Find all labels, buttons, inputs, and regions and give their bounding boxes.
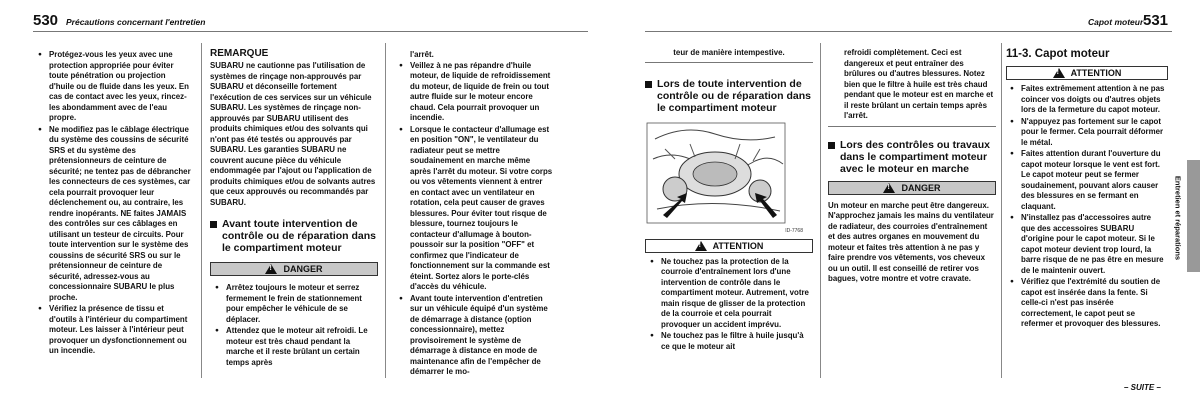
col2-continuation: refroidi complètement. Ceci est dangereux et peut entraîner des brûlures ou d'autres blessures. Notez bien que le filtre à huile est très chaud pendant que le moteur est en marche et il reste brûlant un certain temps après l'arrêt. [844, 48, 994, 120]
section-heading-lors: Lors de toute intervention de contrôle ou de réparation dans le compartiment moteur [645, 78, 813, 114]
left-col1-bullets [37, 50, 192, 357]
left-col3-bullets [398, 61, 553, 378]
column-divider [385, 43, 386, 378]
right-col3 [1006, 48, 1168, 331]
section-heading-avant: Avant toute intervention de contrôle ou de réparation dans le compartiment moteur [210, 218, 378, 254]
list-item: ● Ne touchez pas la protection de la courroie d'entraînement lors d'une intervention de contrôle dans le compartiment moteur. Autrement, votre main risque de glisser de la protection de la courroie et cela pourrait provoquer un accident imprévu. [649, 257, 809, 331]
col3-continuation: l'arrêt. [410, 50, 434, 59]
danger-content [210, 283, 378, 368]
left-col2 [210, 48, 378, 369]
list-item: ● Veillez à ne pas répandre d'huile moteur, de liquide de refroidissement du moteur, de liquide de frein ou tout autre fluide sur le moteur encore chaud. Cela pourrait provoquer un incendie. [398, 61, 553, 124]
section-title: 11-3. Capot moteur [1006, 48, 1110, 60]
list-item: ● Avant toute intervention d'entretien sur un véhicule équipé d'un système de démarrage à distance (option concessionnaire), mettez provisoirement le système de démarrage à distance en mode de maintenance afin de l'empêcher de démarrer le mo- [398, 294, 553, 378]
danger-content: Un moteur en marche peut être dangereux. N'approchez jamais les mains du ventilateur de radiateur, des courroies d'entraînement et des autres organes en mouvement du moteur et faites très attention à ne pas y faire prendre vos vêtements, vos cheveux ou un outil. Il est conseillé de retirer vos bagues, votre montre et votre cravate. [828, 200, 994, 283]
right-header-title: Capot moteur [1088, 17, 1144, 27]
list-item: ● Lorsque le contacteur d'allumage est en position "ON", le ventilateur du radiateur peut se mettre soudainement en marche même après l'arrêt du moteur. Si votre corps ou vos vêtements viennent à entrer en contact avec un ventilateur en rotation, cela peut causer de graves blessures. Pour éviter tout risque de blessure, tournez toujours le contacteur d'allumage à bouton-poussoir sur la position "OFF" et confirmez que l'indicateur de fonctionnement sur la commande est éteint. Sortez alors le porte-clés d'accès du véhicule. [398, 125, 553, 293]
danger-banner: ! DANGER [210, 262, 378, 276]
remarque-text: SUBARU ne cautionne pas l'utilisation de systèmes de rinçage non-approuvés par SUBARU et déconseille fortement l'exécution de ces services sur un véhicule SUBARU. Les systèmes de rinçage non-approuvés par SUBARU utilisent des produits chimiques et/ou des solvants qui n'ont pas été testés ou approuvés par SUBARU. Les garanties SUBARU ne couvrent aucune pièce du véhicule endommagée par l'ajout ou l'application de produits chimiques et/ou de solvants autres que ceux approuvés ou recommandés par SUBARU. [210, 61, 376, 207]
list-item: ● Faites attention durant l'ouverture du capot moteur lorsque le vent est fort. Le capot moteur peut se fermer soudainement, pouvant alors causer des blessures en se fermant en claquant. [1009, 149, 1165, 212]
divider [645, 62, 813, 63]
list-item: ● Arrêtez toujours le moteur et serrez fermement le frein de stationnement pour empêcher le véhicule de se déplacer. [214, 283, 374, 325]
right-header-rule [645, 31, 1172, 32]
warning-triangle-icon [695, 241, 707, 251]
column-divider [1001, 43, 1002, 378]
list-item: ● Faites extrêmement attention à ne pas coincer vos doigts ou d'autres objets lors de la fermeture du capot moteur. [1009, 84, 1165, 116]
image-code: ID-7768 [785, 227, 803, 234]
attention-banner: ! ATTENTION [645, 239, 813, 253]
list-item: ● Vérifiez que l'extrémité du soutien de capot est insérée dans la fente. Si celle-ci n'est pas insérée correctement, le capot peut se refermer et provoquer des blessures. [1009, 277, 1165, 330]
danger-banner: ! DANGER [828, 181, 996, 195]
section-square-icon [828, 142, 835, 149]
remarque-title: REMARQUE [210, 48, 269, 59]
section-square-icon [210, 221, 217, 228]
warning-triangle-icon [1053, 68, 1065, 78]
list-item: ● N'installez pas d'accessoires autre que des accessoires SUBARU d'origine pour le capot moteur. Si le capot moteur devient trop lourd, la barre risque de ne pas être en mesure de le maintenir ouvert. [1009, 213, 1165, 276]
engine-illustration-icon [645, 119, 805, 234]
left-header-title: Précautions concernant l'entretien [66, 17, 206, 27]
right-col2 [828, 48, 996, 285]
chapter-marker [1187, 160, 1200, 272]
left-col1 [37, 50, 192, 358]
side-tab [1173, 150, 1183, 285]
list-item: ● Ne touchez pas le filtre à huile jusqu'à ce que le moteur ait [649, 331, 809, 352]
list-item: ● Vérifiez la présence de tissu et d'outils à l'intérieur du compartiment moteur. Les laisser à l'intérieur peut provoquer un dysfonctionnement ou un incendie. [37, 304, 192, 357]
column-divider [201, 43, 202, 378]
section-square-icon [645, 81, 652, 88]
list-item: ● N'appuyez pas fortement sur le capot pour le fermer. Cela pourrait déformer le métal. [1009, 117, 1165, 149]
right-page-number: 531 [1143, 12, 1169, 29]
attention-content [645, 257, 813, 353]
left-col3 [398, 50, 553, 379]
attention-content [1006, 84, 1168, 330]
attention-banner: ! ATTENTION [1006, 66, 1168, 80]
list-item: ● Attendez que le moteur ait refroidi. Le moteur est très chaud pendant la marche et il reste brûlant un certain temps après [214, 326, 374, 368]
warning-triangle-icon [883, 183, 895, 193]
list-item: ● Protégez-vous les yeux avec une protection appropriée pour éviter toute pénétration ou projection d'huile ou de fluide dans les yeux. En cas de contact avec les yeux, rincez-les abondamment avec de l'eau propre. [37, 50, 192, 124]
warning-triangle-icon [265, 264, 277, 274]
left-header-rule [33, 31, 588, 32]
right-col1 [645, 48, 813, 353]
continued-footer: – SUITE – [1124, 383, 1161, 392]
left-page-number: 530 [33, 12, 59, 29]
section-heading-travaux: Lors des contrôles ou travaux dans le compartiment moteur avec le moteur en marche [828, 139, 996, 175]
column-divider [820, 43, 821, 378]
divider [828, 126, 996, 127]
engine-compartment-illustration [645, 119, 805, 234]
col1-continuation: teur de manière intempestive. [673, 48, 785, 57]
list-item: ● Ne modifiez pas le câblage électrique du système des coussins de sécurité SRS et du système des prétensionneurs de ceinture de sécurité; ne tentez pas de débrancher les connecteurs de ces systèmes, car cela pourrait provoquer leur déclenchement ou, au contraire, les rendre inopérants. NE faites JAMAIS des contrôles sur ces câblages en utilisant un testeur de circuits. Pour toute intervention sur le système des coussins de sécurité SRS ou sur le prétensionneur de ceinture de sécurité, adressez-vous au concessionnaire SUBARU le plus proche. [37, 125, 192, 304]
side-tab-label: Entretien et réparations [1173, 175, 1183, 260]
